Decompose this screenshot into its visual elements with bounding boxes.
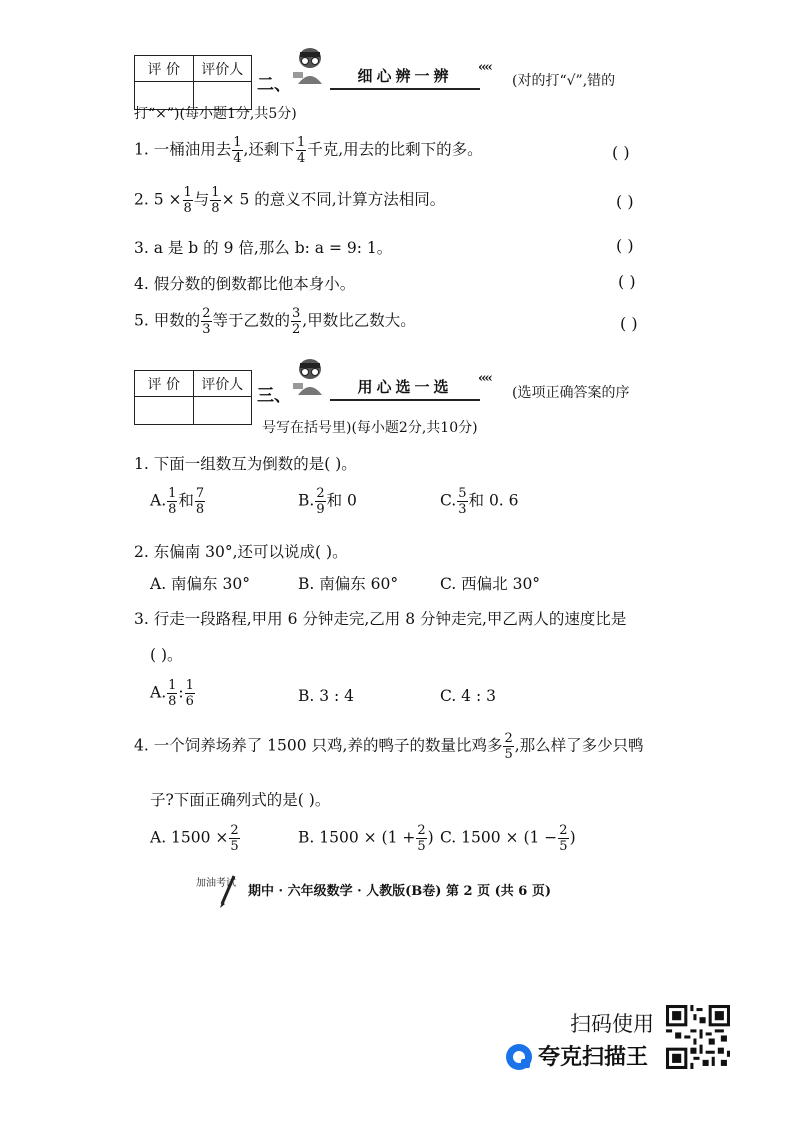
- evaluator-cell: [194, 397, 252, 424]
- s2-question-5: 5. 甲数的 $\frac{2}{3}$ 等于乙数的 $\frac{3}{2}$ ,甲数比乙数大。: [134, 306, 416, 337]
- fraction: $\frac{5}{3}$: [458, 486, 467, 517]
- section2-instruction-1: (对的打“√”,错的: [512, 73, 616, 89]
- fraction: $\frac{1}{8}$: [183, 185, 192, 216]
- section2-title-banner: 细心辨一辨: [330, 62, 480, 90]
- fraction: $\frac{7}{8}$: [195, 486, 205, 517]
- quark-logo-icon: [506, 1044, 532, 1070]
- s3-q3-option-c[interactable]: C. 4 : 3: [440, 687, 496, 705]
- answer-blank[interactable]: ( ): [612, 143, 630, 162]
- fraction: $\frac{1}{6}$: [185, 678, 194, 709]
- section3-instruction-2: 号写在括号里)(每小题2分,共10分): [262, 420, 478, 436]
- s3-question-3-cont: ( )。: [150, 646, 183, 664]
- scan-label: 扫码使用: [570, 1012, 654, 1036]
- fraction: $\frac{1}{4}$: [233, 135, 242, 166]
- fraction: $\frac{2}{9}$: [316, 486, 325, 517]
- section3-number: 三、: [257, 386, 291, 406]
- answer-blank[interactable]: ( ): [618, 272, 636, 291]
- evaluation-box-section2: [134, 55, 252, 110]
- fraction: $\frac{1}{4}$: [296, 135, 306, 166]
- answer-blank[interactable]: ( ): [616, 192, 634, 211]
- section2-number: 二、: [257, 75, 291, 95]
- s3-question-4-cont: 子?下面正确列式的是( )。: [150, 791, 331, 809]
- section3-title-banner: 用心选一选: [330, 373, 480, 401]
- s3-question-4: 4. 一个饲养场养了 1500 只鸡,养的鸭子的数量比鸡多 $\frac{2}{5}$ ,那么样了多少只鸭: [134, 731, 644, 762]
- s2-question-4: 4. 假分数的倒数都比他本身小。: [134, 275, 356, 293]
- mascot-icon: [290, 355, 328, 399]
- s3-q2-option-c[interactable]: C. 西偏北 30°: [440, 575, 541, 593]
- answer-blank[interactable]: ( ): [620, 314, 638, 333]
- mascot-icon: [290, 44, 328, 88]
- s2-question-3: 3. a 是 b 的 9 倍,那么 b: a = 9: 1。: [134, 239, 393, 257]
- qr-code-icon[interactable]: [666, 1005, 730, 1069]
- s3-q4-option-b[interactable]: B. 1500 × (1 + $\frac{2}{5}$ ): [298, 823, 434, 854]
- fraction: $\frac{2}{5}$: [504, 731, 513, 762]
- answer-blank[interactable]: ( ): [616, 236, 634, 255]
- chevrons-icon: ‹‹‹‹: [478, 371, 491, 386]
- fraction: $\frac{1}{8}$: [168, 486, 177, 517]
- s3-q1-option-b[interactable]: B. $\frac{2}{9}$ 和 0: [298, 486, 357, 517]
- chevrons-icon: ‹‹‹‹: [478, 60, 491, 75]
- eval-label: 评 价: [135, 371, 194, 396]
- s2-question-2: 2. 5 × $\frac{1}{8}$ 与 $\frac{1}{8}$ × 5 的意义不同,计算方法相同。: [134, 185, 446, 216]
- logo-text: 加油考试: [196, 878, 236, 889]
- s3-q3-option-b[interactable]: B. 3 : 4: [298, 687, 355, 705]
- s3-question-3: 3. 行走一段路程,甲用 6 分钟走完,乙用 8 分钟走完,甲乙两人的速度比是: [134, 610, 627, 628]
- fraction: $\frac{2}{5}$: [230, 823, 239, 854]
- fraction: $\frac{2}{5}$: [559, 823, 568, 854]
- s3-q2-option-a[interactable]: A. 南偏东 30°: [150, 575, 250, 593]
- s3-q2-option-b[interactable]: B. 南偏东 60°: [298, 575, 399, 593]
- s3-q3-option-a[interactable]: A. $\frac{1}{8}$ : $\frac{1}{6}$: [150, 678, 194, 709]
- s3-question-2: 2. 东偏南 30°,还可以说成( )。: [134, 543, 348, 561]
- pencil-logo-icon: [194, 872, 246, 908]
- fraction: $\frac{1}{8}$: [168, 678, 177, 709]
- fraction: $\frac{1}{8}$: [211, 185, 220, 216]
- section2-instruction-2: 打“×”)(每小题1分,共5分): [134, 106, 297, 122]
- evaluation-box-section3: [134, 370, 252, 425]
- scanner-brand: 夸克扫描王: [538, 1045, 649, 1070]
- fraction: $\frac{2}{5}$: [417, 823, 426, 854]
- s3-q4-option-a[interactable]: A. 1500 × $\frac{2}{5}$: [150, 823, 239, 854]
- page-footer: 期中 · 六年级数学 · 人教版(B卷) 第 2 页 (共 6 页): [248, 884, 551, 899]
- s3-q1-option-a[interactable]: A. $\frac{1}{8}$ 和 $\frac{7}{8}$: [150, 486, 205, 517]
- fraction: $\frac{3}{2}$: [292, 306, 301, 337]
- section3-instruction-1: (选项正确答案的序: [512, 385, 630, 401]
- s3-q1-option-c[interactable]: C. $\frac{5}{3}$ 和 0. 6: [440, 486, 519, 517]
- evaluator-label: 评价人: [201, 376, 244, 393]
- eval-score-cell: [135, 397, 194, 424]
- eval-label: 评 价: [135, 56, 194, 81]
- footer-logo: [194, 872, 246, 908]
- s3-question-1: 1. 下面一组数互为倒数的是( )。: [134, 455, 357, 473]
- s3-q4-option-c[interactable]: C. 1500 × (1 − $\frac{2}{5}$ ): [440, 823, 576, 854]
- fraction: $\frac{2}{3}$: [202, 306, 211, 337]
- evaluator-label: 评价人: [201, 61, 244, 78]
- s2-question-1: 1. 一桶油用去 $\frac{1}{4}$ ,还剩下 $\frac{1}{4}$ 千克,用去的比剩下的多。: [134, 135, 483, 166]
